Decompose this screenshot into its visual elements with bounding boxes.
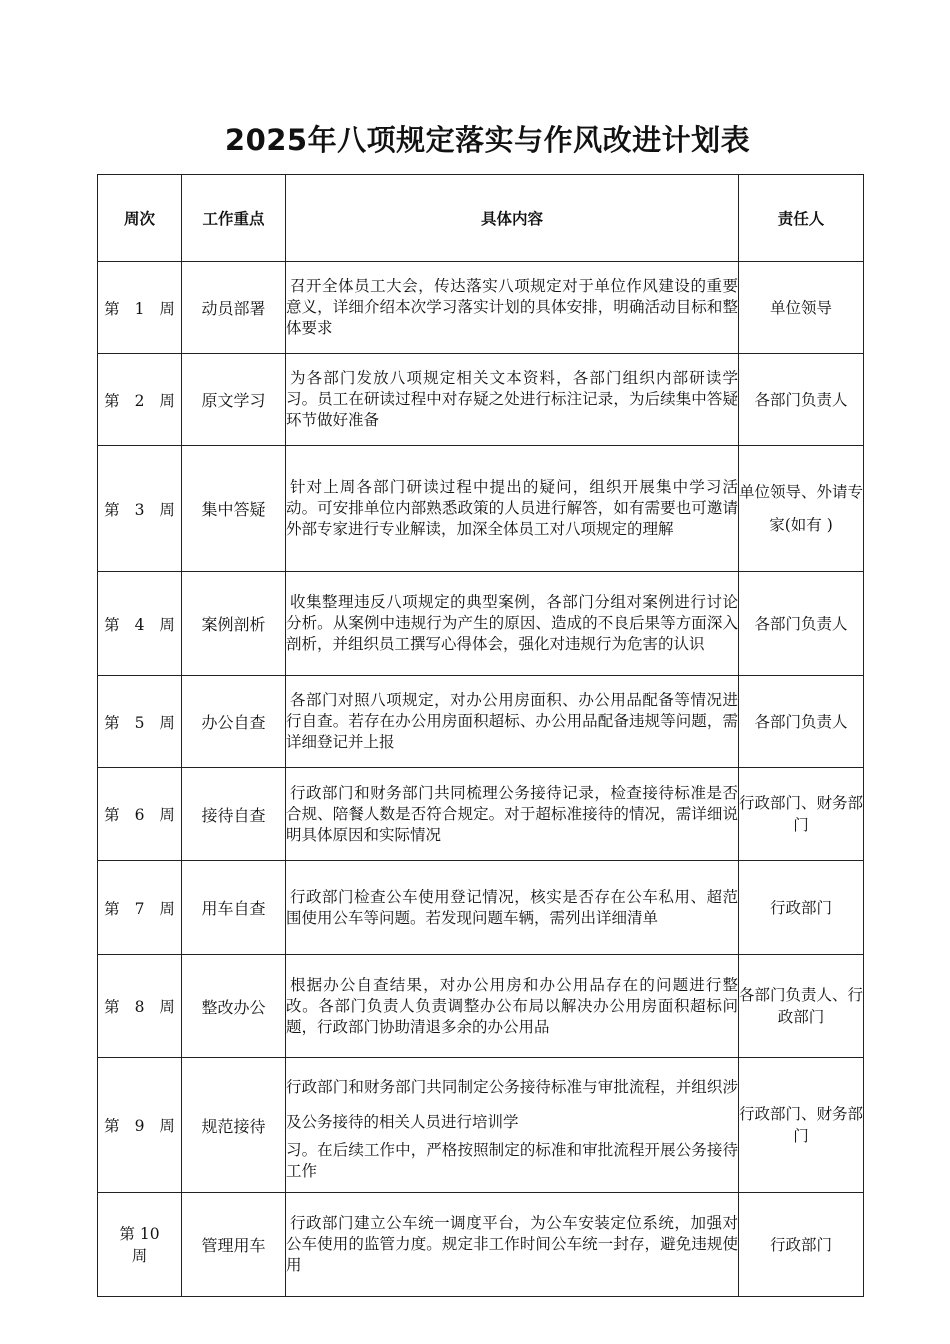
owner-cell: 各部门负责人 — [739, 572, 864, 676]
week-cell: 第 4 周 — [98, 572, 182, 676]
content-cell: 行政部门检查公车使用登记情况，核实是否存在公车私用、超范围使用公车等问题。若发现问题车辆，需列出详细清单 — [286, 861, 739, 955]
owner-cell: 单位领导、外请专家(如有 ) — [739, 446, 864, 572]
table-row — [98, 676, 864, 768]
focus-cell: 用车自查 — [182, 861, 286, 955]
owner-cell: 行政部门、财务部门 — [739, 768, 864, 861]
table-header-row — [98, 175, 864, 262]
owner-cell: 各部门负责人 — [739, 676, 864, 768]
table-row — [98, 572, 864, 676]
table-row — [98, 768, 864, 861]
header-focus: 工作重点 — [182, 175, 286, 262]
focus-cell: 原文学习 — [182, 354, 286, 446]
focus-cell: 案例剖析 — [182, 572, 286, 676]
week-cell: 第 7 周 — [98, 861, 182, 955]
owner-cell: 行政部门 — [739, 861, 864, 955]
content-cell: 收集整理违反八项规定的典型案例，各部门分组对案例进行讨论分析。从案例中违规行为产生的原因、造成的不良后果等方面深入剖析，并组织员工撰写心得体会，强化对违规行为危害的认识 — [286, 572, 739, 676]
table-row — [98, 1193, 864, 1297]
focus-cell: 集中答疑 — [182, 446, 286, 572]
table-row — [98, 262, 864, 354]
week-cell: 第 3 周 — [98, 446, 182, 572]
content-tail: 习。在后续工作中，严格按照制定的标准和审批流程开展公务接待工作 — [286, 1141, 738, 1180]
content-cell: 召开全体员工大会，传达落实八项规定对于单位作风建设的重要意义，详细介绍本次学习落实计划的具体安排，明确活动目标和整体要求 — [286, 262, 739, 354]
week-cell: 第 10 周 — [98, 1193, 182, 1297]
content-cell: 行政部门和财务部门共同梳理公务接待记录，检查接待标准是否合规、陪餐人数是否符合规定。对于超标准接待的情况，需详细说明具体原因和实际情况 — [286, 768, 739, 861]
owner-cell: 行政部门、财务部门 — [739, 1058, 864, 1193]
focus-cell: 接待自查 — [182, 768, 286, 861]
owner-cell: 行政部门 — [739, 1193, 864, 1297]
focus-cell: 规范接待 — [182, 1058, 286, 1193]
table-row — [98, 354, 864, 446]
table-row — [98, 861, 864, 955]
week-cell: 第 2 周 — [98, 354, 182, 446]
week-cell: 第 6 周 — [98, 768, 182, 861]
table-row — [98, 955, 864, 1058]
focus-cell: 办公自查 — [182, 676, 286, 768]
content-lead: 行政部门和财务部门共同制定公务接待标准与审批流程，并组织涉及公务接待的相关人员进行培训学 — [286, 1078, 738, 1131]
content-cell: 各部门对照八项规定，对办公用房面积、办公用品配备等情况进行自查。若存在办公用房面积超标、办公用品配备违规等问题，需详细登记并上报 — [286, 676, 739, 768]
focus-cell: 整改办公 — [182, 955, 286, 1058]
plan-table — [97, 174, 864, 1297]
owner-cell: 单位领导 — [739, 262, 864, 354]
week-cell: 第 9 周 — [98, 1058, 182, 1193]
table-row — [98, 1058, 864, 1193]
owner-cell: 各部门负责人 — [739, 354, 864, 446]
content-cell: 行政部门建立公车统一调度平台，为公车安装定位系统，加强对公车使用的监管力度。规定非工作时间公车统一封存，避免违规使用 — [286, 1193, 739, 1297]
page-title: 2025年八项规定落实与作风改进计划表 — [224, 123, 751, 157]
content-cell: 根据办公自查结果，对办公用房和办公用品存在的问题进行整改。各部门负责人负责调整办公布局以解决办公用房面积超标问题，行政部门协助清退多余的办公用品 — [286, 955, 739, 1058]
owner-cell: 各部门负责人、行政部门 — [739, 955, 864, 1058]
content-cell — [286, 1058, 739, 1193]
content-cell: 针对上周各部门研读过程中提出的疑问，组织开展集中学习活动。可安排单位内部熟悉政策的人员进行解答，如有需要也可邀请外部专家进行专业解读，加深全体员工对八项规定的理解 — [286, 446, 739, 572]
header-owner: 责任人 — [739, 175, 864, 262]
table-row — [98, 446, 864, 572]
week-cell: 第 5 周 — [98, 676, 182, 768]
focus-cell: 管理用车 — [182, 1193, 286, 1297]
header-week: 周次 — [98, 175, 182, 262]
week-cell: 第 8 周 — [98, 955, 182, 1058]
week-cell: 第 1 周 — [98, 262, 182, 354]
header-content: 具体内容 — [286, 175, 739, 262]
content-cell: 为各部门发放八项规定相关文本资料，各部门组织内部研读学习。员工在研读过程中对存疑之处进行标注记录，为后续集中答疑环节做好准备 — [286, 354, 739, 446]
focus-cell: 动员部署 — [182, 262, 286, 354]
